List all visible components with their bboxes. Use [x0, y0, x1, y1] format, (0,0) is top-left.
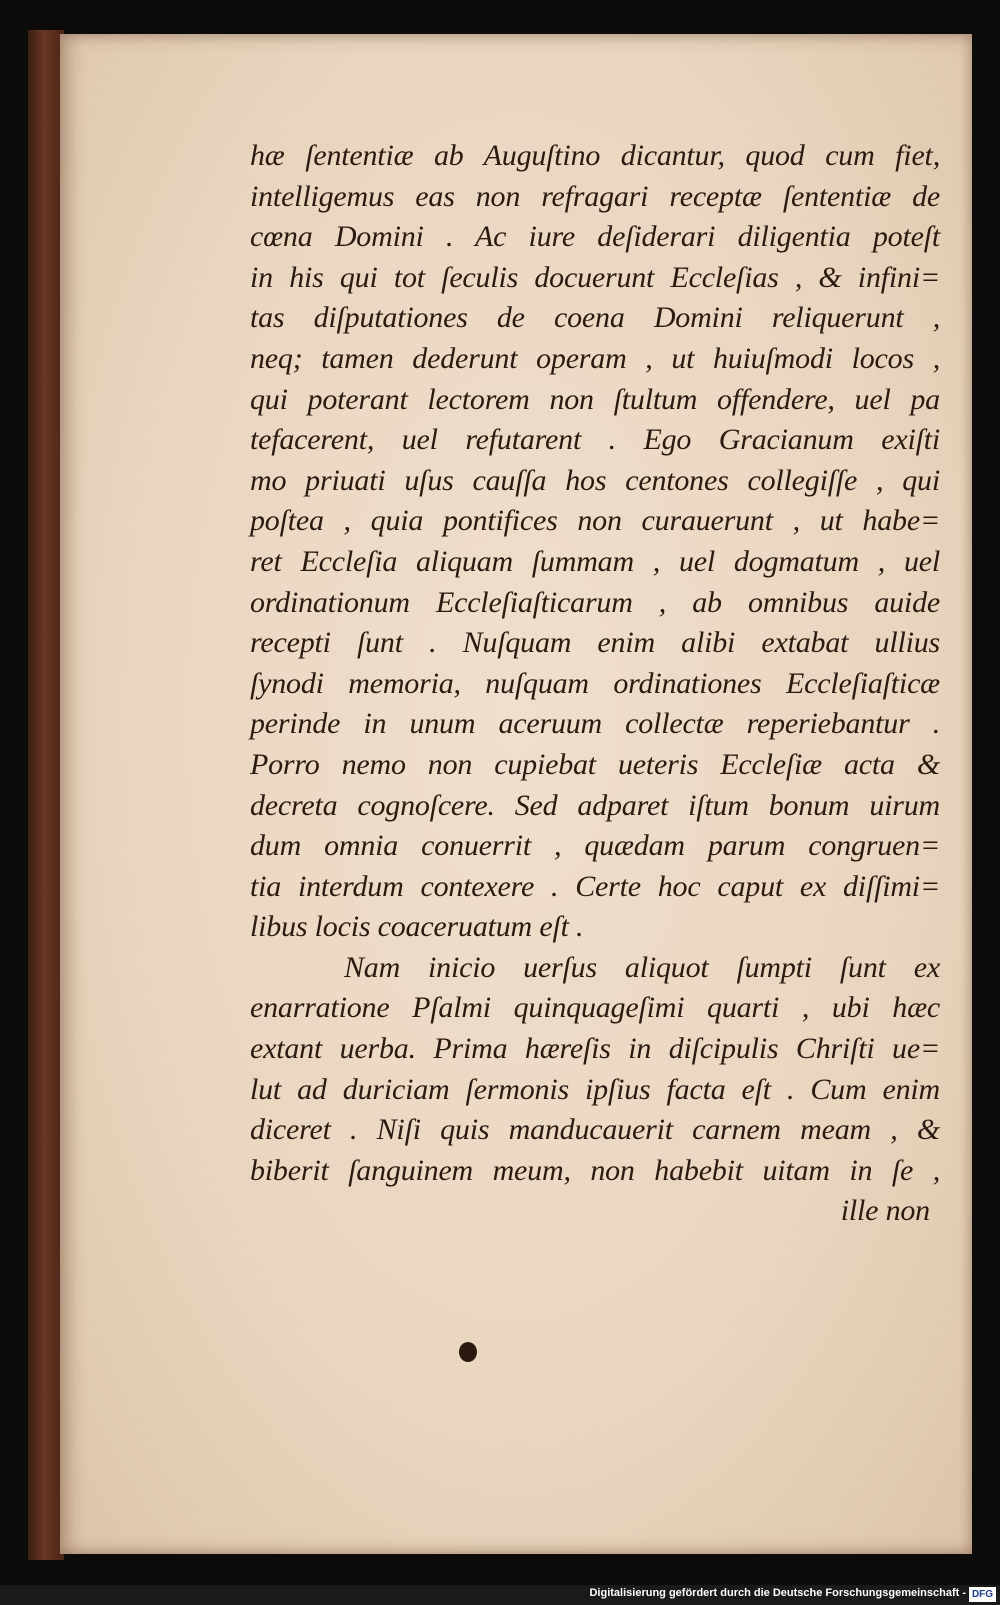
footer-bar — [0, 1585, 1000, 1605]
text-line-6: neq; tamen dederunt operam , ut huiuſmodi locos , — [250, 341, 940, 375]
text-line-17: decreta cognoſcere. Sed adparet iſtum bonum uirum — [250, 788, 940, 822]
text-line-14: ſynodi memoria, nuſquam ordinationes Eccleſiaſticæ — [250, 666, 940, 700]
text-line-15: perinde in unum aceruum collectæ reperiebantur . — [250, 707, 940, 741]
text-line-4: in his qui tot ſeculis docuerunt Eccleſias , & infini= — [250, 260, 940, 294]
text-line-26: biberit ſanguinem meum, non habebit uitam in ſe , — [250, 1153, 940, 1187]
ink-dot-mark — [459, 1342, 477, 1362]
text-line-21: Nam inicio uerſus aliquot ſumpti ſunt ex — [344, 950, 940, 984]
book-binding-edge — [28, 30, 64, 1560]
text-line-1: hæ ſententiæ ab Auguſtino dicantur, quod cum fiet, — [250, 139, 940, 172]
dfg-logo[interactable]: DFG — [969, 1587, 996, 1602]
text-line-25: diceret . Niſi quis manducauerit carnem meam , & — [250, 1113, 940, 1147]
text-line-10: poſtea , quia pontifices non curauerunt , ut habe= — [250, 504, 940, 538]
book-page — [60, 34, 972, 1554]
text-line-7: qui poterant lectorem non ſtultum offendere, uel pa — [250, 382, 940, 416]
text-line-24: lut ad duriciam ſermonis ipſius facta eſt . Cum enim — [250, 1072, 940, 1106]
text-line-9: mo priuati uſus cauſſa hos centones collegiſſe , qui — [250, 463, 940, 497]
text-line-22: enarratione Pſalmi quinquageſimi quarti , ubi hæc — [250, 991, 940, 1025]
text-line-12: ordinationum Eccleſiaſticarum , ab omnibus auide — [250, 585, 940, 619]
text-line-18: dum omnia conuerrit , quædam parum congruen= — [250, 829, 940, 863]
text-line-16: Porro nemo non cupiebat ueteris Eccleſiæ acta & — [250, 747, 940, 781]
text-line-23: extant uerba. Prima hæreſis in diſcipulis Chriſti ue= — [250, 1032, 940, 1066]
text-line-20: libus locis coaceruatum eſt . — [250, 910, 584, 944]
page-text-block — [250, 136, 940, 1232]
text-line-3: cœna Domini . Ac iure deſiderari diligentia poteſt — [250, 220, 940, 254]
text-line-13: recepti ſunt . Nuſquam enim alibi extabat ullius — [250, 626, 940, 660]
catchword: ille non — [840, 1194, 930, 1228]
text-line-8: tefacerent, uel refutarent . Ego Gracianum exiſti — [250, 423, 940, 457]
text-line-11: ret Eccleſia aliquam ſummam , uel dogmatum , uel — [250, 544, 940, 578]
text-line-2: intelligemus eas non refragari receptæ ſententiæ de — [250, 179, 940, 213]
footer-credit: Digitalisierung gefördert durch die Deutsche Forschungsgemeinschaft - — [589, 1587, 966, 1599]
text-line-5: tas diſputationes de coena Domini reliquerunt , — [250, 301, 940, 335]
text-line-19: tia interdum contexere . Certe hoc caput ex diſſimi= — [250, 869, 940, 903]
